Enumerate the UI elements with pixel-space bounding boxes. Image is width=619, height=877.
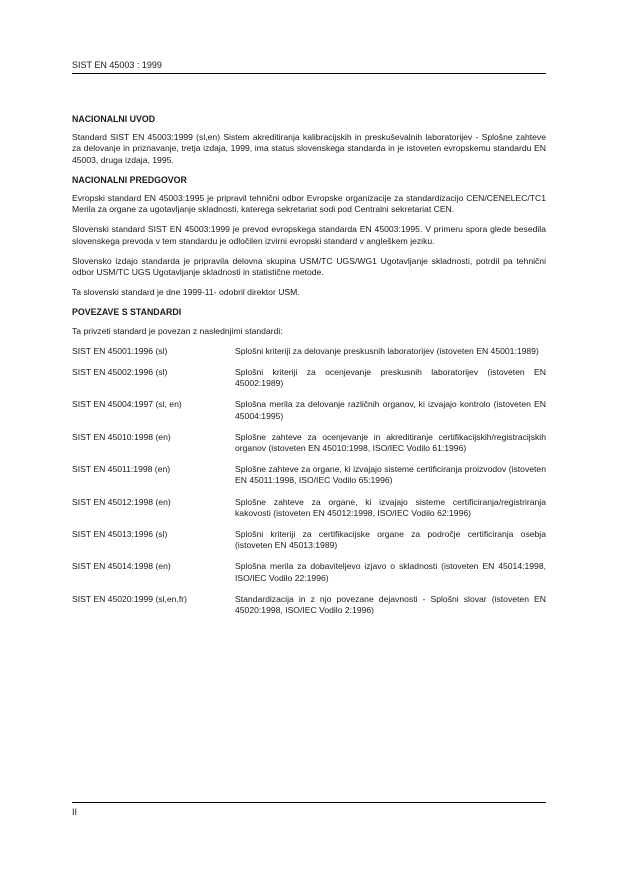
- standard-code: SIST EN 45004:1997 (sl, en): [72, 399, 182, 410]
- standard-description: Splošna merila za delovanje različnih organov, ki izvajajo kontrolo (istoveten EN 45004:1995): [235, 399, 546, 421]
- page-header: [72, 60, 546, 74]
- table-row: [72, 464, 546, 496]
- footer-divider: [72, 802, 546, 803]
- references-intro: Ta privzeti standard je povezan z naslednjimi standardi:: [72, 325, 283, 336]
- standard-description: Splošne zahteve za organe, ki izvajajo sisteme certificiranja/registriranja kakovosti (istoveten EN 45012:1998, ISO/IEC Vodilo 62:1996): [235, 496, 546, 518]
- table-row: [72, 497, 546, 529]
- standard-code: SIST EN 45020:1999 (sl,en,fr): [72, 593, 187, 604]
- paragraph: Standard SIST EN 45003:1999 (sl,en) Sistem akreditiranja kalibracijskih in preskuševalnih laboratorijev - Splošne zahteve za delovanje in priznavanje, tretja izdaja, 1999, ima status slovenskega standarda in je istoveten evropskemu standardu EN 45003, druga izdaja, 1995.: [72, 132, 546, 165]
- document-title: SIST EN 45003 : 1999: [72, 60, 162, 70]
- table-row: [72, 432, 546, 464]
- standard-description: Standardizacija in z njo povezane dejavnosti - Splošni slovar (istoveten EN 45020:1998, ISO/IEC Vodilo 2:1996): [235, 593, 546, 616]
- standard-description: Splošni kriteriji za ocenjevanje preskusnih laboratorijev (istoveten EN 45002:1989): [235, 367, 546, 389]
- section-references: [72, 307, 546, 626]
- standard-code: SIST EN 45001:1996 (sl): [72, 345, 168, 356]
- standard-code: SIST EN 45012:1998 (en): [72, 496, 171, 507]
- page-number: II: [72, 807, 78, 817]
- document-body: [72, 114, 546, 626]
- section-national-foreword: [72, 175, 546, 299]
- standard-description: Splošne zahteve za organe, ki izvajajo sisteme certificiranja proizvodov (istoveten EN 45011:1998, ISO/IEC Vodilo 65:1996): [235, 464, 546, 486]
- table-row: [72, 346, 546, 367]
- paragraph: Ta slovenski standard je dne 1999-11- odobril direktor USM.: [72, 287, 300, 298]
- references-table: [72, 346, 546, 626]
- standard-code: SIST EN 45010:1998 (en): [72, 431, 171, 442]
- standard-description: Splošni kriteriji za certifikacijske organe za področje certificiranja osebja (istoveten EN 45013:1989): [235, 529, 546, 551]
- table-row: [72, 561, 546, 593]
- paragraph: Slovensko izdajo standarda je pripravila delovna skupina USM/TC UGS/WG1 Ugotavljanje skladnosti, potrdil pa tehnični odbor USM/TC UGS Ugotavljanje skladnosti in statistične metode.: [72, 255, 546, 278]
- paragraph: Evropski standard EN 45003:1995 je pripravil tehnični odbor Evropske organizacije za standardizacijo CEN/CENELEC/TC1 Merila za organe za ugotavljanje skladnosti, kateregа sekretariat sodi pod Centralni sekretariat CEN.: [72, 193, 546, 215]
- table-row: [72, 399, 546, 431]
- standard-code: SIST EN 45013:1996 (sl): [72, 529, 168, 540]
- table-row: [72, 529, 546, 561]
- standard-description: Splošni kriteriji za delovanje preskusnih laboratorijev (istoveten EN 45001:1989): [235, 345, 539, 356]
- standard-description: Splošna merila za dobaviteljevo izjavo o skladnosti (istoveten EN 45014:1998, ISO/IEC Vodilo 22:1996): [235, 561, 546, 583]
- paragraph: Slovenski standard SIST EN 45003:1999 je prevod evropskega standarda EN 45003:1995. V primeru spora glede besedila slovenskega prevoda v tem standardu je odločilen izvirni evropski standard v angleškem jeziku.: [72, 224, 546, 246]
- table-row: [72, 367, 546, 399]
- section-heading: NACIONALNI PREDGOVOR: [72, 174, 187, 185]
- section-heading: POVEZAVE S STANDARDI: [72, 307, 182, 318]
- standard-code: SIST EN 45014:1998 (en): [72, 561, 171, 572]
- table-row: [72, 594, 546, 626]
- section-heading: NACIONALNI UVOD: [72, 114, 156, 124]
- standard-code: SIST EN 45011:1998 (en): [72, 464, 171, 475]
- standard-description: Splošne zahteve za ocenjevanje in akreditiranje certifikacijskih/registracijskih organov (istoveten EN 45010:1998, ISO/IEC Vodilo 61:1996): [235, 431, 546, 454]
- section-national-introduction: [72, 114, 546, 166]
- standard-code: SIST EN 45002:1996 (sl): [72, 367, 168, 378]
